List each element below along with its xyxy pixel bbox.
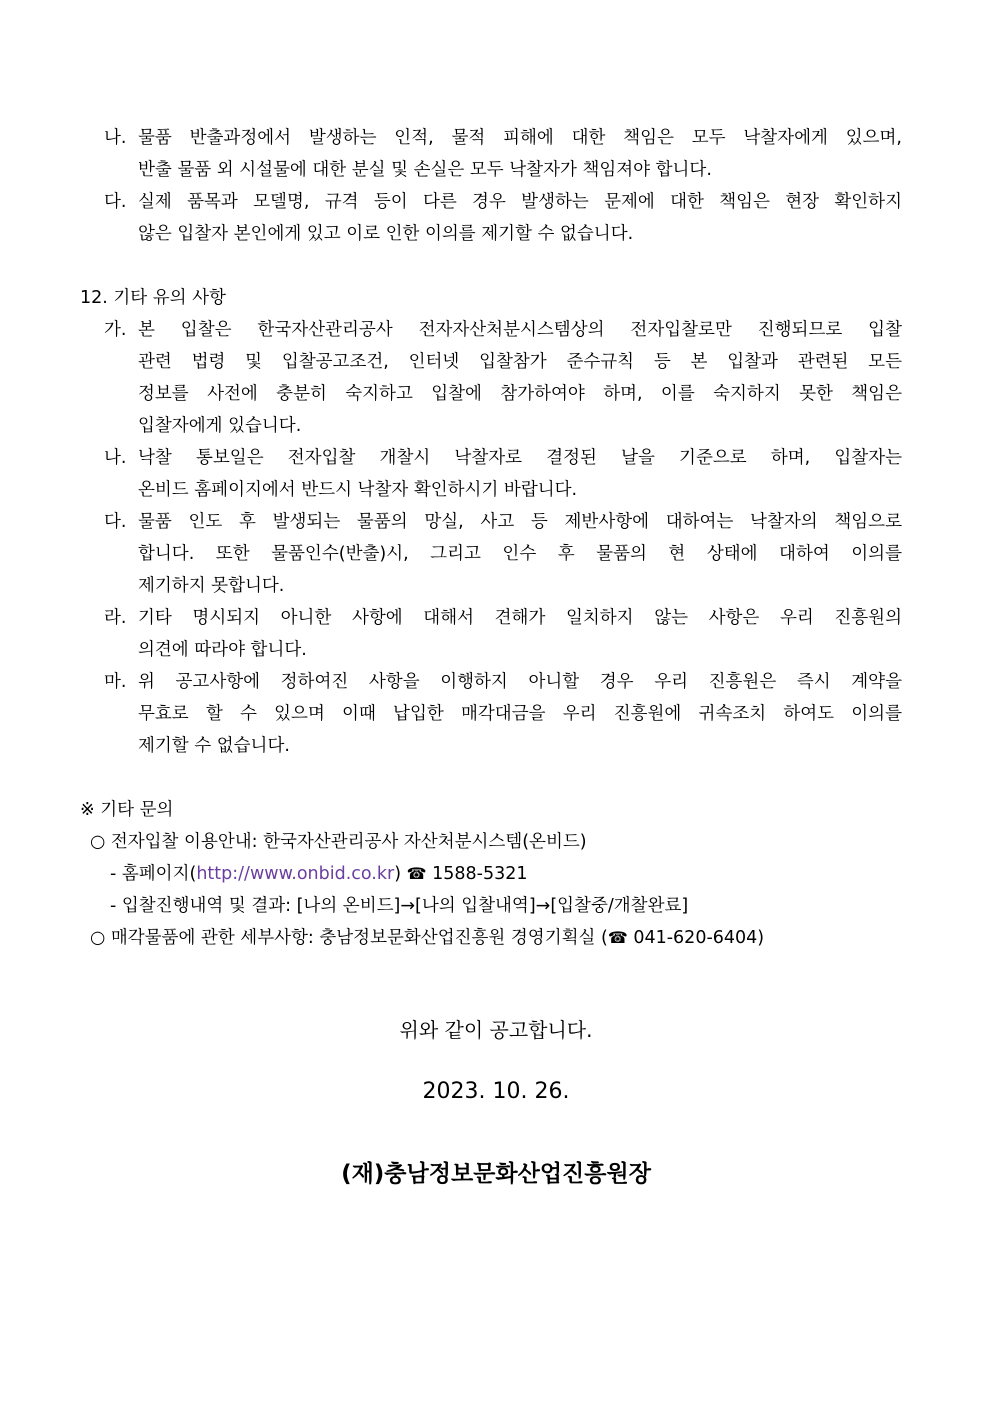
item-line: 정보를 사전에 충분히 숙지하고 입찰에 참가하여야 하며, 이를 숙지하지 못한 책임은 [138,384,902,404]
closing-date: 2023. 10. 26. [422,1079,570,1104]
inquiry-onbid-info: ○ 전자입찰 이용안내: 한국자산관리공사 자산처분시스템(온비드) [90,832,587,852]
item-line: 입찰자에게 있습니다. [138,416,302,436]
item-line: 본 입찰은 한국자산관리공사 전자자산처분시스템상의 전자입찰로만 진행되므로 입찰 [138,320,902,340]
section11-item-da [104,186,902,250]
phone-icon: ☎ [406,864,427,883]
item-line: 낙찰 통보일은 전자입찰 개찰시 낙찰자로 결정된 날을 기준으로 하며, 입찰자는 [138,448,902,468]
item-line: 무효로 할 수 있으며 이때 납입한 매각대금을 우리 진흥원에 귀속조치 하여도 이의를 [138,704,902,724]
inquiry-detail [90,922,764,954]
item-marker: 다. [104,512,127,532]
onbid-link[interactable]: http://www.onbid.co.kr [196,864,395,884]
item-marker: 가. [104,320,127,340]
section12-item-da [104,506,902,602]
item-marker: 나. [104,448,127,468]
closing-issuer: (재)충남정보문화산업진흥원장 [341,1161,651,1187]
item-line: 관련 법령 및 입찰공고조건, 인터넷 입찰참가 준수규칙 등 본 입찰과 관련된 모든 [138,352,902,372]
item-line: 않은 입찰자 본인에게 있고 이로 인한 이의를 제기할 수 없습니다. [138,224,634,244]
item-line: 합니다. 또한 물품인수(반출)시, 그리고 인수 후 물품의 현 상태에 대하여 이의를 [138,544,902,564]
section12-heading: 12. 기타 유의 사항 [80,288,226,308]
phone-icon: ☎ [607,928,628,947]
item-marker: 마. [104,672,127,692]
homepage-phone: 1588-5321 [432,864,528,884]
section12-item-ga [104,314,902,442]
item-line: 물품 인도 후 발생되는 물품의 망실, 사고 등 제반사항에 대하여는 낙찰자의 책임으로 [138,512,902,532]
item-marker: 다. [104,192,127,212]
item-line: 실제 품목과 모델명, 규격 등이 다른 경우 발생하는 문제에 대한 책임은 현장 확인하지 [138,192,902,212]
homepage-suffix: ) [394,864,402,884]
section12-item-ma [104,666,902,762]
item-marker: 라. [104,608,127,628]
section12-item-na [104,442,902,506]
inquiry-bid-history: - 입찰진행내역 및 결과: [나의 온비드]→[나의 입찰내역]→[입찰중/개찰완료] [110,896,689,916]
item-line: 제기하지 못합니다. [138,576,285,596]
item-line: 반출 물품 외 시설물에 대한 분실 및 손실은 모두 낙찰자가 책임져야 합니다. [138,160,712,180]
detail-phone: 041-620-6404) [633,928,765,948]
inquiry-homepage [110,858,528,890]
item-line: 온비드 홈페이지에서 반드시 낙찰자 확인하시기 바랍니다. [138,480,578,500]
section12-item-ra [104,602,902,666]
item-line: 물품 반출과정에서 발생하는 인적, 물적 피해에 대한 책임은 모두 낙찰자에게 있으며, [138,128,902,148]
section11-item-na [104,122,902,186]
item-line: 제기할 수 없습니다. [138,736,290,756]
item-line: 기타 명시되지 아니한 사항에 대해서 견해가 일치하지 않는 사항은 우리 진흥원의 [138,608,902,628]
item-marker: 나. [104,128,127,148]
detail-prefix: ○ 매각물품에 관한 세부사항: 충남정보문화산업진흥원 경영기획실 ( [90,928,608,948]
item-line: 위 공고사항에 정하여진 사항을 이행하지 아니할 경우 우리 진흥원은 즉시 계약을 [138,672,902,692]
inquiry-heading: ※ 기타 문의 [80,800,174,820]
homepage-prefix: - 홈페이지( [110,864,197,884]
closing-statement: 위와 같이 공고합니다. [399,1018,593,1042]
item-line: 의견에 따라야 합니다. [138,640,307,660]
